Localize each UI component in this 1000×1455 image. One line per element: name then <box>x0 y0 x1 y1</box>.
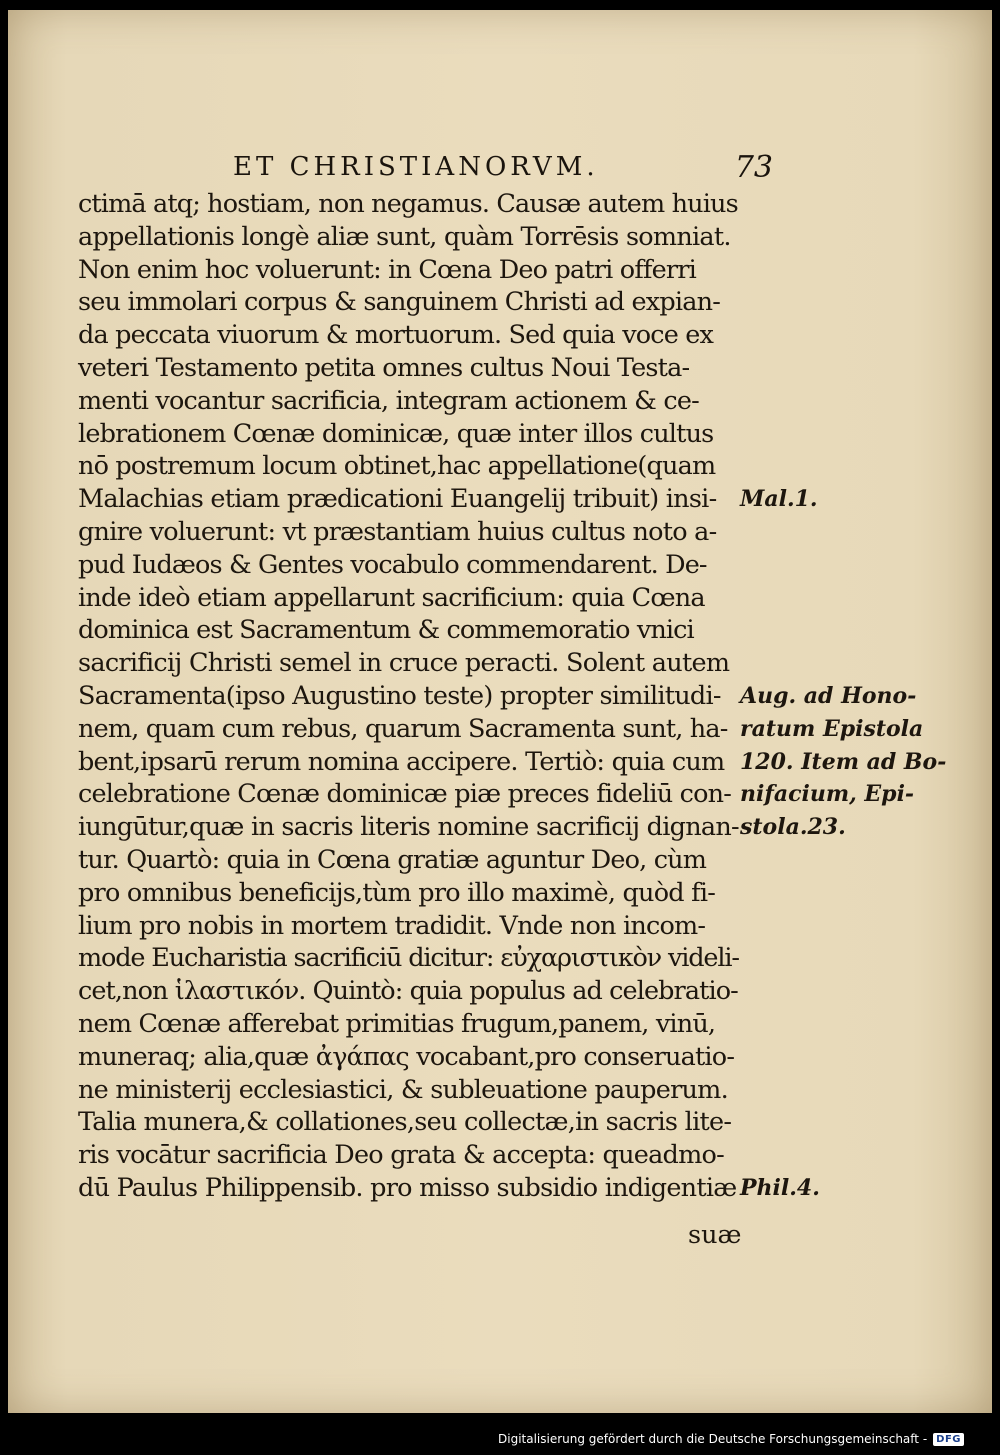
text-line: nō postremum locum obtinet,hac appellatione(quam <box>78 451 716 482</box>
text-line: da peccata viuorum & mortuorum. Sed quia voce ex <box>78 320 714 351</box>
text-line: iungūtur,quæ in sacris literis nomine sacrificij dignan- <box>78 812 739 843</box>
text-line: dū Paulus Philippensib. pro misso subsidio indigentiæ <box>78 1172 737 1203</box>
text-line: pud Iudæos & Gentes vocabulo commendarent. De- <box>78 549 707 580</box>
text-line: seu immolari corpus & sanguinem Christi ad expian- <box>78 287 721 318</box>
marginal-note: ratum Epistola <box>740 715 924 742</box>
text-line: tur. Quartò: quia in Cœna gratiæ aguntur Deo, cùm <box>78 844 707 875</box>
text-line: inde ideò etiam appellarunt sacrificium: quia Cœna <box>78 582 705 613</box>
text-line: Non enim hoc voluerunt: in Cœna Deo patri offerri <box>78 254 696 285</box>
text-line: Talia munera,& collationes,seu collectæ,in sacris lite- <box>78 1107 732 1138</box>
text-line: ris vocātur sacrificia Deo grata & accepta: queadmo- <box>78 1140 724 1171</box>
text-line: nem Cœnæ afferebat primitias frugum,panem, vinū, <box>78 1008 716 1039</box>
text-line: celebratione Cœnæ dominicæ piæ preces fideliū con- <box>78 779 732 810</box>
text-line: mode Eucharistia sacrificiū dicitur: εὐχαριστικὸν videli- <box>78 943 739 974</box>
text-line: muneraq; alia,quæ ἀγάπας vocabant,pro conseruatio- <box>78 1041 735 1072</box>
marginal-note: Phil.4. <box>740 1175 820 1201</box>
marginal-note: nifacium, Epi- <box>740 781 915 808</box>
text-line: sacrificij Christi semel in cruce peracti. Solent autem <box>78 648 730 679</box>
marginal-note: stola.23. <box>740 814 846 841</box>
marginal-note: Mal.1. <box>740 486 818 513</box>
text-line: gnire voluerunt: vt præstantiam huius cultus noto a- <box>78 516 717 547</box>
text-line: lium pro nobis in mortem tradidit. Vnde non incom- <box>78 910 706 941</box>
text-line: veteri Testamento petita omnes cultus Noui Testa- <box>78 352 690 383</box>
text-line: nem, quam cum rebus, quarum Sacramenta sunt, ha- <box>78 713 728 744</box>
digitization-credit <box>498 1429 964 1449</box>
text-line: pro omnibus beneficijs,tùm pro illo maximè, quòd fi- <box>78 877 716 908</box>
running-head: ET CHRISTIANORVM. <box>233 152 599 182</box>
text-line: lebrationem Cœnæ dominicæ, quæ inter illos cultus <box>78 418 714 449</box>
text-line: cet,non ἱλαστικόν. Quintò: quia populus ad celebratio- <box>78 976 738 1007</box>
text-line: bent,ipsarū rerum nomina accipere. Tertiò: quia cum <box>78 746 725 777</box>
page-number: 73 <box>734 150 773 185</box>
page-header <box>233 150 773 186</box>
credit-text: Digitalisierung gefördert durch die Deutsche Forschungsgemeinschaft - <box>498 1432 928 1446</box>
body-text <box>78 188 778 1205</box>
text-line: appellationis longè aliæ sunt, quàm Torrēsis somniat. <box>78 221 731 252</box>
text-line: Sacramenta(ipso Augustino teste) propter similitudi- <box>78 680 721 711</box>
text-line: menti vocantur sacrificia, integram actionem & ce- <box>78 385 699 416</box>
text-line: ctimā atq; hostiam, non negamus. Causæ autem huius <box>78 189 738 219</box>
marginal-note: 120. Item ad Bo- <box>740 748 947 775</box>
dfg-logo: DFG <box>933 1433 964 1446</box>
book-page <box>8 10 992 1413</box>
marginal-note: Aug. ad Hono- <box>740 683 917 709</box>
text-line: Malachias etiam prædicationi Euangelij tribuit) insi- <box>78 484 717 515</box>
text-line: dominica est Sacramentum & commemoratio vnici <box>78 615 694 646</box>
text-line: ne ministerij ecclesiastici, & subleuatione pauperum. <box>78 1074 728 1105</box>
catchword: suæ <box>688 1220 742 1250</box>
